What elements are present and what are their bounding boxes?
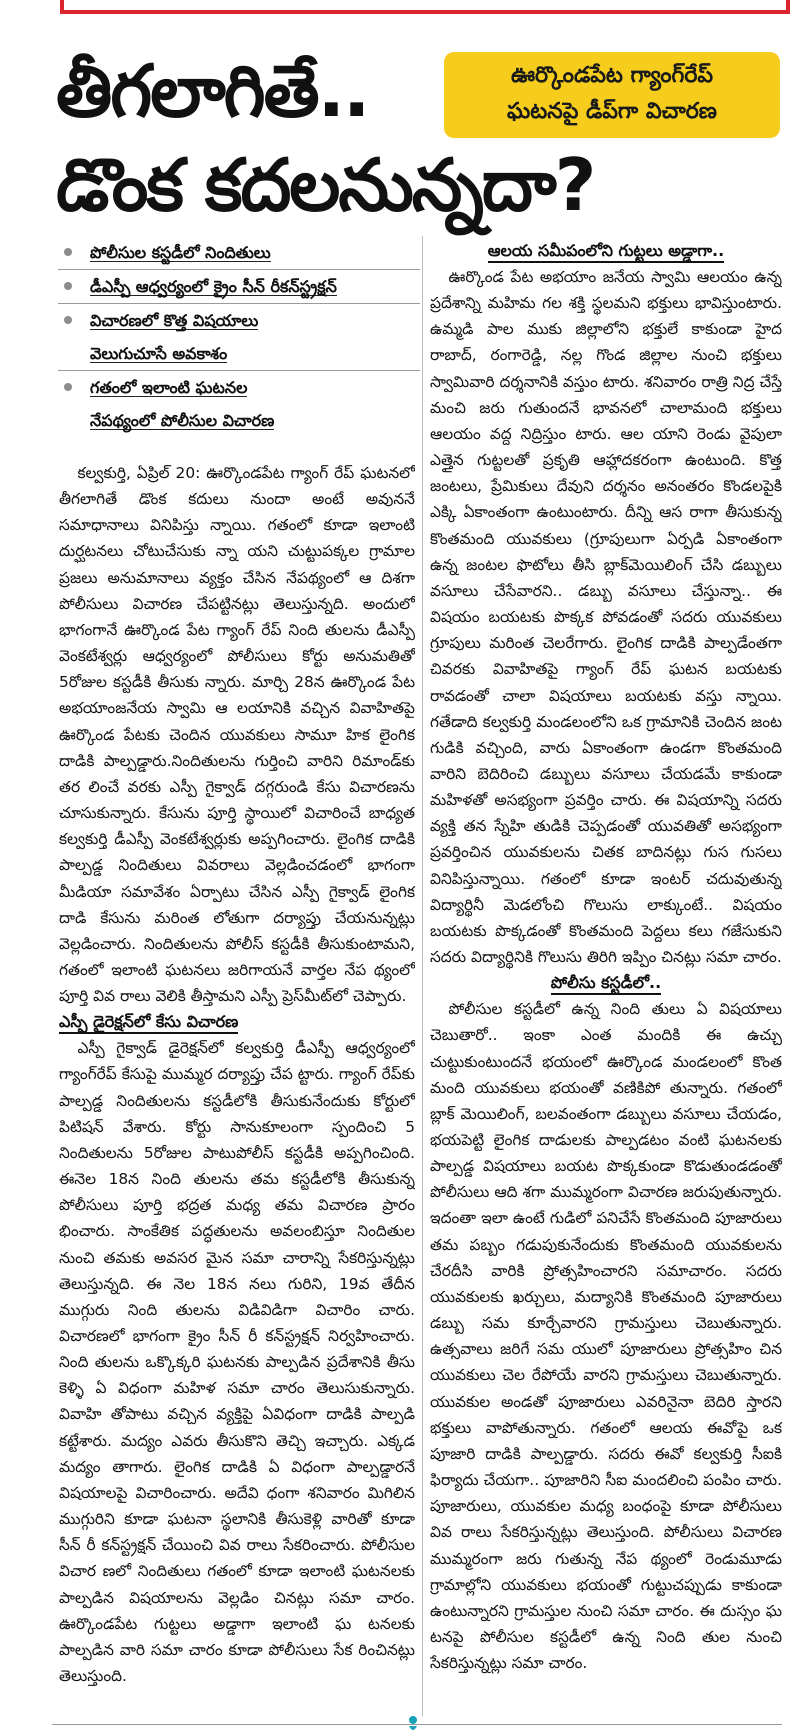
bullet-dot-icon bbox=[64, 383, 72, 391]
article-paragraph: పోలీసుల కస్టడీలో ఉన్న నింది తులు ఏ విషయాలు చెబుతారో.. ఇంకా ఎంత మందికి ఈ ఉచ్చు చుట్టుకుంటుందనే భయంలో ఊర్కొండ మండలంలో కొంత మంది యువకులు భయంతో వణికిపో తున్నారు. గతంలో బ్లాక్ మెయిలింగ్, బలవంతంగా డబ్బులు వసూలు చేయడం, భయపెట్టి లైంగిక దాడులకు పాల్పడటం వంటి ఘటనలకు పాల్పడ్డ విషయాలు బయట పొక్కకుండా కొడుతుండడంతో పోలీసులు ఆది శగా ముమ్మరంగా విచారణ జరుపుతున్నారు. ఇదంతా ఇలా ఉంటే గుడిలో పనిచేసే కొంతమంది పూజారులు తమ పబ్బం గడుపుకునేందుకు కొంతమంది యువకులను చేరదీసి వారికి ప్రోత్సహించారని సమాచారం. సదరు యువకులకు ఖర్చులు, మద్యానికి కొంతమంది పూజారులు డబ్బు సమ కూర్చేవారని గ్రామస్తులు చెబుతున్నారు. ఉత్సవాలు జరిగే సమ యులో పూజారులు ప్రోత్సహిం చిన యువకులు చెల రేపోయే వారని గ్రామస్తులు చెబుతున్నారు. యువకుల అండతో పూజారులు ఎవరినైనా బెదిరి స్తారని భక్తులు వాపోతున్నారు. గతంలో ఆలయ ఈవోపై ఒక పూజారి దాడికి పాల్పడ్డారు. సదరు ఈవో కల్వకుర్తి సీఐకి ఫిర్యాదు చేయగా.. పూజారిని సీఐ మందలించి పంపిం చారు. పూజారులు, యువకుల మధ్య బంధంపై కూడా పోలీసులు వివ రాలు సేకరిస్తున్నట్లు తెలుస్తుంది. పోలీసులు విచారణ ముమ్మరంగా జరు గుతున్న నేప థ్యంలో రెండుమూడు గ్రామాల్లోని యువకులు భయంతో గుట్టుచప్పుడు కాకుండా ఉంటున్నారని గ్రామస్తుల నుంచి సమా చారం. ఈ దుస్సం ఘ టనపై పోలీసుల కస్టడీలో ఉన్న నింది తుల నుంచి సేకరిస్తున్నట్లు సమా చారం. bbox=[430, 1000, 782, 1673]
subheadline-tag bbox=[444, 52, 780, 138]
bullet-text: పోలీసుల కస్టడీలో నిందితులు bbox=[90, 243, 271, 262]
bullet-item bbox=[58, 236, 420, 269]
publication-logo-icon bbox=[406, 1714, 420, 1734]
article-paragraph: ఊర్కొండ పేట అభయాం జనేయ స్వామి ఆలయం ఉన్న ప్రదేశాన్ని మహిమ గల శక్తి స్థలమని భక్తులు భావిస్తుంటారు. ఉమ్మడి పాల ముకు జిల్లాలోని భక్తులే కాకుండా హైద రాబాద్, రంగారెడ్డి, నల్ల గొండ జిల్లాల నుంచి భక్తులు స్వామివారి దర్శనానికి వస్తుం టారు. శనివారం రాత్రి నిద్ర చేస్తే మంచి జరు గుతుందనే భావనలో చాలామంది భక్తులు ఆలయం వద్ద నిద్రిస్తుం టారు. ఆల యాని రెండు వైపులా ఎత్తైన గుట్టలతో ప్రకృతి ఆహ్లాదకరంగా ఉంటుంది. కొత్త జంటలు, ప్రేమికులు దేవుని దర్శనం అనంతరం కొండలపైకి ఎక్కి ఏకాంతంగా ఉంటుంటారు. దీన్ని ఆస రాగా తీసుకున్న కొంతమంది యువకులు (గ్రూపులుగా ఏర్పడి ఏకాంతంగా ఉన్న జంటల ఫొటోలు తీసి బ్లాక్‌మెయిలింగ్ చేసి డబ్బులు వసూలు చేసేవారని.. డబ్బు వసూలు చేస్తున్నా.. ఈ విషయం బయటకు పొక్కక పోవడంతో సదరు యువకులు గ్రూపులు మరింత చెలరేగారు. లైంగిక దాడికి పాల్పడేంతగా చివరకు వివాహితపై గ్యాంగ్ రేప్ ఘటన బయటకు రావడంతో చాలా విషయాలు బయటకు వస్తు న్నాయి. గతేడాది కల్వకుర్తి మండలంలోని ఒక గ్రామానికి చెందిన జంట గుడికి వచ్చింది, వారు ఏకాంతంగా ఉండగా కొంతమంది వారిని బెదిరించి డబ్బులు వసూలు చేయడమే కాకుండా మహిళతో అసభ్యంగా ప్రవర్తిం చారు. ఈ విషయాన్ని సదరు వ్యక్తి తన స్నేహి తుడికి చెప్పడంతో యువతితో అసభ్యంగా ప్రవర్తించిన యువకులను చితక బాదినట్లు గుస గుసలు వినిపిస్తున్నాయి. గతంలో కూడా ఇంటర్ చదువుతున్న విద్యార్థినీ మెడలోంచి గొలుసు లాక్కుంటే.. విషయం బయటకు పొక్కడంతో కొంతమంది పెద్దలు కలు గజేసుకుని సదరు విద్యార్థినికి గొలుసు తిరిగి ఇప్పిం చినట్లు సమా చారం. bbox=[430, 268, 782, 967]
article-column-right bbox=[430, 238, 782, 1718]
subheadline-tag-line-1: ఊర్కొండపేట గ్యాంగ్‌రేప్ bbox=[510, 63, 714, 88]
column-divider bbox=[422, 236, 423, 1716]
bullet-item bbox=[58, 371, 420, 437]
bullet-item bbox=[58, 270, 420, 303]
bullet-text: డీఎస్పీ ఆధ్వర్యంలో క్రైం సీన్ రీకన్‌స్ట్రక్షన్ bbox=[90, 277, 337, 296]
headline-line-1: తీగలాగితే.. bbox=[56, 49, 369, 133]
bullet-dot-icon bbox=[64, 248, 72, 256]
bullet-item bbox=[58, 304, 420, 370]
article-subheading bbox=[430, 238, 782, 264]
article-column-left bbox=[59, 460, 415, 1722]
bullet-text: వెలుగుచూసే అవకాశం bbox=[90, 344, 228, 363]
article-subheading-text: పోలీసు కస్టడీలో.. bbox=[551, 973, 661, 995]
bullet-dot-icon bbox=[64, 316, 72, 324]
article-subheading bbox=[59, 1009, 415, 1035]
article-subheading-text: ఆలయ సమీపంలోని గుట్టలు అడ్డాగా.. bbox=[488, 241, 724, 263]
bullet-text: గతంలో ఇలాంటి ఘటనల bbox=[90, 378, 248, 397]
headline-line-2: డొంక కదలనున్నదా? bbox=[56, 143, 595, 227]
bullet-text: విచారణలో కొత్త విషయాలు bbox=[90, 311, 259, 330]
bullet-dot-icon bbox=[64, 282, 72, 290]
article-paragraph: ఎస్పీ గైక్వాడ్ డైరెక్షన్‌లో కల్వకుర్తి డీఎస్పీ ఆధ్వర్యంలో గ్యాంగ్‌రేప్ కేసుపై ముమ్మర దర్యాప్తు చేప ట్టారు. గ్యాంగ్ రేప్‌కు పాల్పడ్డ నిందితులను కస్టడీలోకి తీసుకునేందుకు కోర్టులో పిటిషన్ వేశారు. కోర్టు సానుకూలంగా స్పందించి 5 నిందితులను 5రోజుల పాటుపోలీస్ కస్టడీకి అప్పగించింది. ఈనెల 18న నింది తులను తమ కస్టడీలోకి తీసుకున్న పోలీసులు పూర్తి భద్రత మధ్య తమ విచారణ ప్రారం భించారు. సాంకేతిక పద్ధతులను అవలంబిస్తూ నిందితుల నుంచి తమకు అవసర మైన సమా చారాన్ని సేకరిస్తున్నట్లు తెలుస్తున్నది. ఈ నెల 18న నలు గురిని, 19వ తేదీన ముగ్గురు నింది తులను విడివిడిగా విచారిం చారు. విచారణలో భాగంగా క్రైం సీన్ రీ కన్‌స్ట్రక్షన్ నిర్వహించారు. నింది తులను ఒక్కొక్కరి ఘటనకు పాల్పడిన ప్రదేశానికి తీసు కెళ్ళి ఏ విధంగా మహిళ సమా చారం తెలుసుకున్నారు. వివాహి తోపాటు వచ్చిన వ్యక్తిపై ఏవిధంగా దాడికి పాల్పడి కట్టేశారు. మద్యం ఎవరు తీసుకొని తెచ్చి ఇచ్చారు. ఎక్కడ మద్యం తాగారు. లైంగిక దాడికి ఏ విధంగా పాల్పడ్డారనే విషయాలపై విచారించారు. అదేవి ధంగా శనివారం మిగిలిన ముగ్గురిని కూడా ఘటనా స్థలానికి తీసుకెళ్లి వారితో కూడా సీన్ రీ కన్‌స్ట్రక్షన్ చేయించి వివ రాలు సేకరించారు. పోలీసుల విచార ణలో నిందితులు గతంలో కూడా ఇలాంటి ఘటనలకు పాల్పడిన విషయాలను వెల్లడిం చినట్లు సమా చారం. ఊర్కొండపేట గుట్టలు అడ్డాగా ఇలాంటి ఘ టనలకు పాల్పడిన వారి సమా చారం కూడా పోలీసులు సేక రించినట్లు తెలుస్తుంది. bbox=[59, 1039, 415, 1686]
article-subheading-text: ఎస్పీ డైరెక్షన్‌లో కేసు విచారణ bbox=[59, 1012, 238, 1034]
article-paragraph: కల్వకుర్తి, ఏప్రిల్ 20: ఊర్కొండపేట గ్యాంగ్ రేప్ ఘటనలో తీగలాగితే డొంక కదులు నుందా అంటే అవుననే సమాధానాలు వినిపిస్తు న్నాయి. గతంలో కూడా ఇలాంటి దుర్ఘటనలు చోటుచేసుకు న్నా యని చుట్టుపక్కల గ్రామాల ప్రజలు అనుమానాలు వ్యక్తం చేసిన నేపథ్యంలో ఆ దిశగా పోలీసులు విచారణ చేపట్టినట్లు తెలుస్తున్నది. అందులో భాగంగానే ఊర్కొండ పేట గ్యాంగ్ రేప్ నింది తులను డీఎస్పీ వెంకటేశ్వర్లు ఆధ్వర్యంలో పోలీసులు కోర్టు అనుమతితో 5రోజుల కస్టడీకి తీసుకు న్నారు. మార్చి 28న ఊర్కొండ పేట అభయాంజనేయ స్వామి ఆ లయానికి వచ్చిన వివాహితపై ఊర్కొండ పేటకు చెందిన యువకులు సామూ హిక లైంగిక దాడికి పాల్పడ్డారు.నిందితులను గుర్తించి వారిని రిమాండ్‌కు తర లించే వరకు ఎస్పీ గైక్వాడ్ దగ్గరుండి కేసు విచారణను చూసుకున్నారు. కేసును పూర్తి స్థాయిలో విచారించే బాధ్యత కల్వకుర్తి డీఎస్పీ వెంకటేశ్వర్లుకు అప్పగించారు. లైంగిక దాడికి పాల్పడ్డ నిందితులు వివరాలు వెల్లడించడంలో భాగంగా మీడియా సమావేశం ఏర్పాటు చేసిన ఎస్పీ గైక్వాడ్ లైంగిక దాడి కేసును మరింత లోతుగా దర్యాప్తు చేయనున్నట్లు వెల్లడించారు. నిందితులను పోలీస్ కస్టడీకి తీసుకుంటామని, గతంలో ఇలాంటి ఘటనలు జరిగాయనే వార్తల నేప థ్యంలో పూర్తి వివ రాలు వెలికి తీస్తామని ఎస్పీ ప్రెస్‌మీట్‌లో చెప్పారు. bbox=[59, 464, 415, 1006]
article-subheading bbox=[430, 970, 782, 996]
top-frame-border bbox=[60, 0, 790, 14]
subheadline-tag-line-2: ఘటనపై డీప్‌గా విచారణ bbox=[507, 99, 717, 124]
bullet-text: నేపథ్యంలో పోలీసుల విచారణ bbox=[90, 411, 275, 430]
highlight-bullets bbox=[58, 236, 420, 437]
